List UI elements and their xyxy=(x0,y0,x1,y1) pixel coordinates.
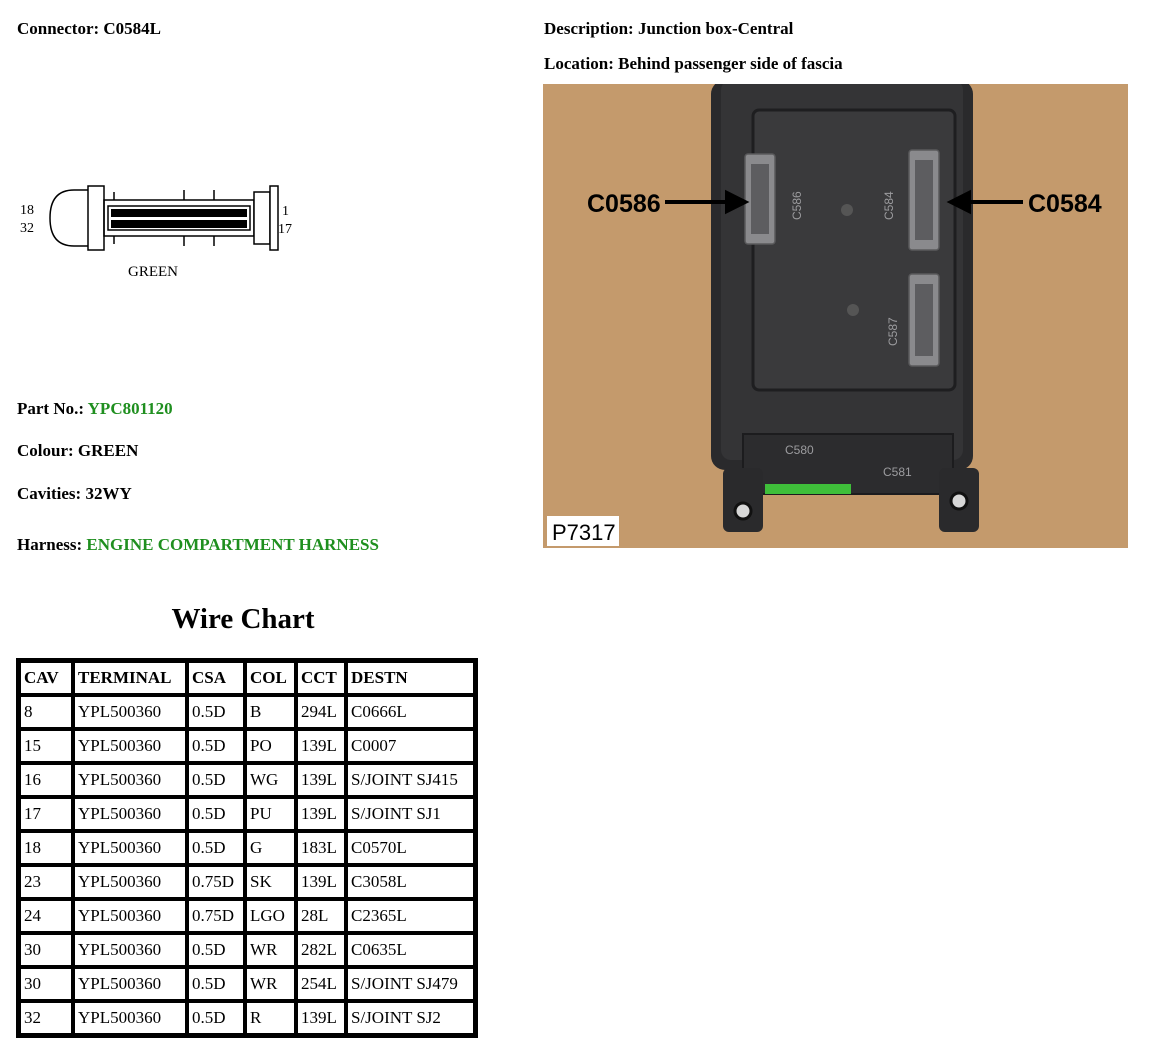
cell-col: G xyxy=(245,831,296,865)
cell-cct: 139L xyxy=(296,797,346,831)
table-row xyxy=(19,933,475,967)
part-label: Part No.: xyxy=(17,399,85,418)
cell-cct: 282L xyxy=(296,933,346,967)
cell-terminal: YPL500360 xyxy=(73,695,187,729)
connector-pin-diagram xyxy=(14,178,304,290)
cell-cav: 32 xyxy=(19,1001,73,1035)
table-row xyxy=(19,899,475,933)
cell-cav: 23 xyxy=(19,865,73,899)
cell-cct: 139L xyxy=(296,1001,346,1035)
table-row xyxy=(19,729,475,763)
cell-destn: C0007 xyxy=(346,729,475,763)
table-row xyxy=(19,865,475,899)
cell-terminal: YPL500360 xyxy=(73,865,187,899)
cell-col: WR xyxy=(245,967,296,1001)
junction-box-photo xyxy=(543,84,1128,548)
cell-terminal: YPL500360 xyxy=(73,967,187,1001)
cell-cav: 18 xyxy=(19,831,73,865)
location-label: Location: xyxy=(544,54,614,73)
pin-label-18: 18 xyxy=(20,203,34,218)
callout-c0586: C0586 xyxy=(587,190,661,218)
table-row xyxy=(19,763,475,797)
table-row xyxy=(19,967,475,1001)
cavities-line xyxy=(17,484,132,504)
connector-label: Connector: xyxy=(17,19,100,38)
cell-csa: 0.5D xyxy=(187,763,245,797)
mark-c586: C586 xyxy=(790,191,804,220)
cell-col: WG xyxy=(245,763,296,797)
cell-cct: 254L xyxy=(296,967,346,1001)
wire-chart-title: Wire Chart xyxy=(171,603,315,635)
cell-cav: 30 xyxy=(19,967,73,1001)
table-header-row xyxy=(19,661,475,695)
cell-col: R xyxy=(245,1001,296,1035)
part-number-link[interactable]: YPC801120 xyxy=(87,399,173,418)
photo-ref: P7317 xyxy=(552,520,616,545)
cell-cav: 16 xyxy=(19,763,73,797)
cell-terminal: YPL500360 xyxy=(73,763,187,797)
table-row xyxy=(19,831,475,865)
header-csa: CSA xyxy=(187,661,245,695)
cell-destn: C0570L xyxy=(346,831,475,865)
location-value: Behind passenger side of fascia xyxy=(618,54,843,73)
cell-cav: 24 xyxy=(19,899,73,933)
cell-destn: S/JOINT SJ415 xyxy=(346,763,475,797)
harness-link[interactable]: ENGINE COMPARTMENT HARNESS xyxy=(86,535,379,554)
cell-cct: 183L xyxy=(296,831,346,865)
cell-destn: S/JOINT SJ1 xyxy=(346,797,475,831)
cell-terminal: YPL500360 xyxy=(73,1001,187,1035)
location-line xyxy=(544,54,843,74)
cell-destn: C0666L xyxy=(346,695,475,729)
cell-cct: 139L xyxy=(296,729,346,763)
cell-cct: 28L xyxy=(296,899,346,933)
wire-chart-table xyxy=(16,658,478,1038)
mark-c587: C587 xyxy=(886,317,900,346)
cell-csa: 0.5D xyxy=(187,695,245,729)
cell-terminal: YPL500360 xyxy=(73,729,187,763)
cell-terminal: YPL500360 xyxy=(73,831,187,865)
cell-cav: 17 xyxy=(19,797,73,831)
cell-csa: 0.5D xyxy=(187,933,245,967)
cavities-label: Cavities: xyxy=(17,484,82,503)
connector-value: C0584L xyxy=(103,19,162,38)
cell-destn: S/JOINT SJ2 xyxy=(346,1001,475,1035)
header-terminal: TERMINAL xyxy=(73,661,187,695)
cell-terminal: YPL500360 xyxy=(73,899,187,933)
table-row xyxy=(19,1001,475,1035)
description-value: Junction box-Central xyxy=(637,19,794,38)
harness-line xyxy=(17,535,379,555)
cell-destn: C2365L xyxy=(346,899,475,933)
cell-csa: 0.5D xyxy=(187,831,245,865)
cell-terminal: YPL500360 xyxy=(73,933,187,967)
table-row xyxy=(19,695,475,729)
pin-label-32: 32 xyxy=(20,221,34,236)
header-cct: CCT xyxy=(296,661,346,695)
cell-csa: 0.5D xyxy=(187,797,245,831)
table-row xyxy=(19,797,475,831)
cell-cct: 139L xyxy=(296,763,346,797)
cell-terminal: YPL500360 xyxy=(73,797,187,831)
cell-cav: 15 xyxy=(19,729,73,763)
cell-col: LGO xyxy=(245,899,296,933)
cell-csa: 0.75D xyxy=(187,865,245,899)
cell-col: WR xyxy=(245,933,296,967)
part-number-line xyxy=(17,399,173,419)
mark-c584: C584 xyxy=(882,191,896,220)
cell-col: PU xyxy=(245,797,296,831)
cell-cav: 8 xyxy=(19,695,73,729)
cell-csa: 0.75D xyxy=(187,899,245,933)
cell-destn: C0635L xyxy=(346,933,475,967)
header-col: COL xyxy=(245,661,296,695)
cell-csa: 0.5D xyxy=(187,1001,245,1035)
header-destn: DESTN xyxy=(346,661,475,695)
connector-line xyxy=(17,19,161,39)
mark-c580: C580 xyxy=(785,443,814,457)
colour-label: Colour: xyxy=(17,441,74,460)
cell-cct: 294L xyxy=(296,695,346,729)
diagram-colour-label: GREEN xyxy=(128,264,178,280)
cell-cav: 30 xyxy=(19,933,73,967)
colour-line xyxy=(17,441,138,461)
harness-label: Harness: xyxy=(17,535,83,554)
cell-col: PO xyxy=(245,729,296,763)
description-line xyxy=(544,19,793,39)
header-cav: CAV xyxy=(19,661,73,695)
pin-label-17: 17 xyxy=(278,222,292,237)
cell-csa: 0.5D xyxy=(187,729,245,763)
pin-label-1: 1 xyxy=(282,204,289,219)
cell-col: SK xyxy=(245,865,296,899)
mark-c581: C581 xyxy=(883,465,912,479)
colour-value: GREEN xyxy=(77,441,139,460)
cell-destn: S/JOINT SJ479 xyxy=(346,967,475,1001)
cell-csa: 0.5D xyxy=(187,967,245,1001)
cell-destn: C3058L xyxy=(346,865,475,899)
description-label: Description: xyxy=(544,19,634,38)
cell-col: B xyxy=(245,695,296,729)
cavities-value: 32WY xyxy=(85,484,132,503)
callout-c0584: C0584 xyxy=(1028,190,1102,218)
cell-cct: 139L xyxy=(296,865,346,899)
